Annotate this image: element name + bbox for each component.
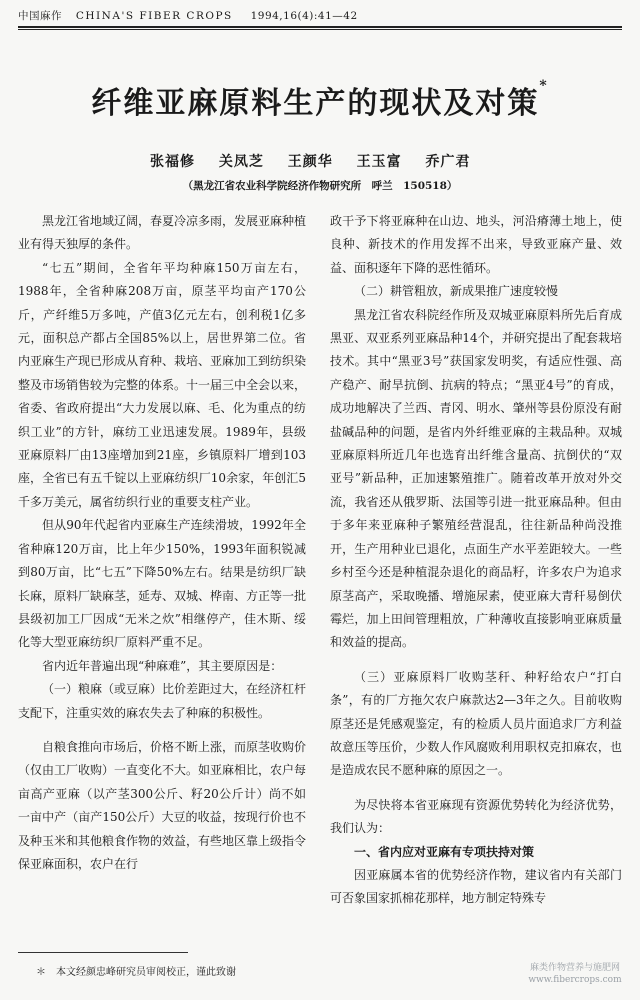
paragraph: 黑龙江省地域辽阔，春夏冷凉多雨，发展亚麻种植业有得天独厚的条件。 bbox=[18, 214, 307, 252]
affiliation: （黑龙江省农业科学院经济作物研究所 呼兰 150518） bbox=[182, 180, 458, 192]
header-rule-thin bbox=[18, 29, 622, 30]
left-column bbox=[18, 210, 306, 876]
header-rule bbox=[18, 26, 622, 28]
author: 关凤芝 bbox=[218, 154, 264, 170]
section-heading: （一）粮麻（或豆麻）比价差距过大，在经济杠杆支配下，注重实效的麻农失去了种麻的积极性。 bbox=[18, 682, 307, 720]
paragraph: “七五”期间，全省年平均种麻150万亩左右，1988年，全省种麻208万亩，原茎平均亩产170公斤，产纤维5万多吨，产值3亿元左右，创利税1亿多元，面积总产都占全国85%以上，居世界第二位。省内亚麻生产现已形成从育种、栽培、亚麻加工到纺织染整及市场销售较为完整的体系。十一届三中全会以来，省委、省政府提出“大力发展以麻、毛、化为重点的纺织工业”的方针，麻纺工业迅速发展。1989年，县级亚麻原料厂由13座增加到21座，乡镇原料厂增到103座，全省已有五千锭以上亚麻纺织厂10余家，年创汇5千多万美元，属省纺织行业的重要支柱产业。 bbox=[18, 260, 307, 509]
paragraph: 省内近年普遍出现“种麻难”，其主要原因是： bbox=[42, 658, 283, 673]
journal-name-cn: 中国麻作 bbox=[18, 10, 62, 22]
footnote-rule bbox=[18, 952, 188, 953]
section-heading: （二）耕管粗放，新成果推广速度较慢 bbox=[354, 284, 559, 299]
right-column bbox=[330, 210, 622, 911]
journal-name-en: CHINA'S FIBER CROPS bbox=[75, 10, 233, 22]
section-heading: （三）亚麻原料厂收购茎秆、种籽给农户“打白条”，有的厂方拖欠农户麻款达2—3年之久。目前收购原茎还是凭感观鉴定，有的检质人员片面追求厂方利益故意压等压价，少数人作风腐败利用职权克扣麻农，也是造成农民不愿种麻的原因之一。 bbox=[330, 669, 622, 778]
footnote: ＊ 本文经颜忠峰研究员审阅校正，谨此致谢 bbox=[36, 967, 236, 978]
author: 张福修 bbox=[150, 154, 195, 170]
running-header bbox=[18, 8, 622, 26]
title-text: 纤维亚麻原料生产的现状及对策 bbox=[91, 86, 540, 121]
watermark-line: 麻类作物营养与施肥网 bbox=[529, 963, 620, 973]
section-heading: 一、省内应对亚麻有专项扶持对策 bbox=[354, 844, 535, 859]
watermark-line: www.fibercrops.com bbox=[528, 975, 622, 985]
paragraph: 黑龙江省农科院经作所及双城亚麻原料所先后育成黑亚、双亚系列亚麻品种14个，并研究提出了配套栽培技术。其中“黑亚3号”获国家发明奖，有适应性强、高产稳产、耐旱抗倒、抗病的特点；“黑亚4号”的育成，成功地解决了兰西、青冈、明水、肇州等县份原没有耐盐碱品种的问题，是省内外纤维亚麻的主栽品种。双城亚麻原料所近几年也选育出纤维含量高、抗倒伏的“双亚号”新品种，正加速繁殖推广。随着改革开放对外交流，我省还从俄罗斯、法国等引进一批亚麻品种。但由于多年来亚麻种子繁殖经营混乱，往往新品种尚没推开，生产用种业已退化，点面生产水平差距较大。一些乡村至今还是种植混杂退化的商品籽，许多农户为追求原茎高产，采取晚播、增施尿素，使亚麻大青秆易倒伏霉烂，加上田间管理粗放，广种薄收直接影响亚麻质量和效益的提高。 bbox=[330, 307, 622, 650]
title-footnote-mark: * bbox=[539, 78, 549, 94]
paragraph: 但从90年代起省内亚麻生产连续滑坡，1992年全省种麻120万亩，比上年少150%，1993年面积锐减到80万亩，比“七五”下降50%左右。结果是纺织厂缺长麻，原料厂缺麻茎，延寿、双城、桦南、方正等一批县级初加工厂因成“无米之炊”相继停产，佳木斯、绥化等大型亚麻纺织厂原料严重不足。 bbox=[18, 518, 307, 650]
journal-citation: 1994,16(4):41—42 bbox=[250, 10, 358, 22]
author-list bbox=[150, 151, 590, 171]
paragraph: 因亚麻属本省的优势经济作物，建议省内有关部门可否象国家抓棉花那样，地方制定特殊专 bbox=[330, 867, 622, 906]
paragraph: 为尽快将本省亚麻现有资源优势转化为经济优势，我们认为： bbox=[330, 797, 622, 836]
author: 王玉富 bbox=[356, 154, 402, 170]
paragraph: 政干予下将亚麻种在山边、地头，河沿瘠薄土地上，使良种、新技术的作用发挥不出来，导致亚麻产量、效益、面积逐年下降的恶性循环。 bbox=[330, 214, 622, 275]
article-title bbox=[0, 78, 640, 122]
author: 王颜华 bbox=[287, 154, 333, 170]
author: 乔广君 bbox=[425, 154, 471, 170]
paragraph: 自粮食推向市场后，价格不断上涨，而原茎收购价（仅由工厂收购）一直变化不大。如亚麻相比，农户每亩高产亚麻（以产茎300公斤、籽20公斤计）尚不如一亩中产（亩产150公斤）大豆的收益，按现行价也不及种玉米和其他粮食作物的效益，有些地区靠上级指令保亚麻面积，农户在行 bbox=[18, 739, 307, 871]
watermark bbox=[520, 962, 630, 986]
